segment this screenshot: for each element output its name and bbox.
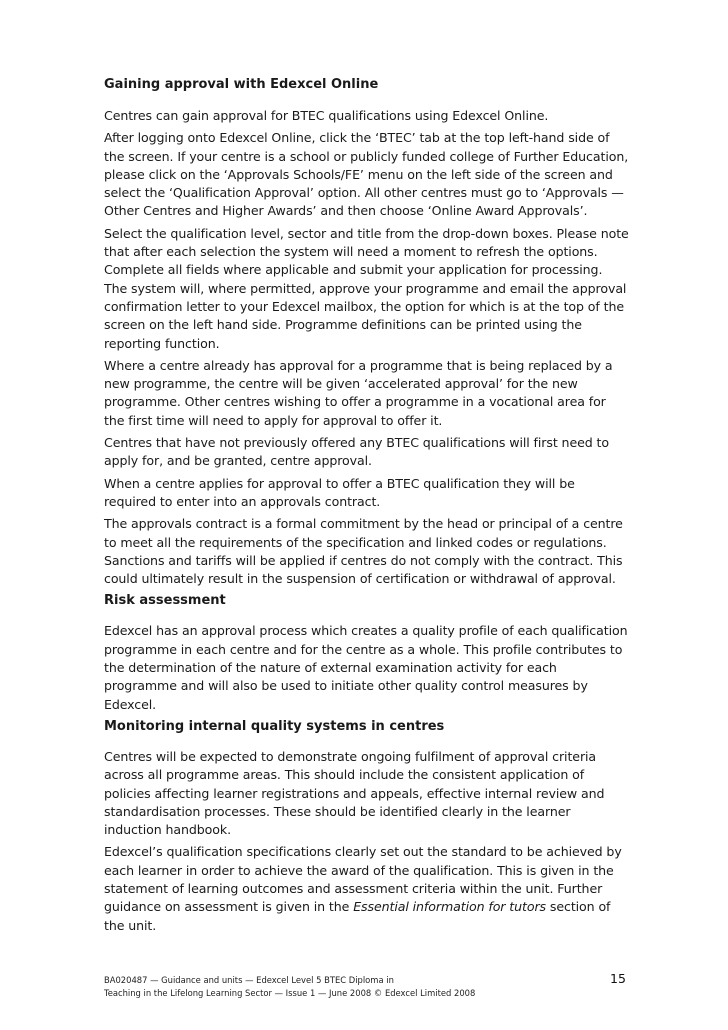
- paragraph: Centres can gain approval for BTEC qualifications using Edexcel Online.: [104, 108, 549, 123]
- page-footer: [104, 974, 629, 1000]
- page-number: 15: [610, 971, 626, 986]
- heading-risk-assessment: Risk assessment: [104, 593, 226, 609]
- footer-line-1: BA020487 — Guidance and units — Edexcel Level 5 BTEC Diploma in: [104, 975, 394, 985]
- paragraph-with-italic: [104, 843, 629, 934]
- page-content: [104, 76, 629, 939]
- paragraph: Centres will be expected to demonstrate ongoing fulfilment of approval criteria across all programme areas. This should include the consistent application of policies affecting learner registrations and appeals, effective internal review and standardisation processes. These should be identified clearly in the learner induction handbook.: [104, 748, 605, 838]
- paragraph: Edexcel has an approval process which creates a quality profile of each qualification programme in each centre and for the centre as a whole. This profile contributes to the determination of the nature of external examination activity for each programme and will also be used to initiate other quality control measures by Edexcel.: [104, 623, 628, 712]
- text-run: Edexcel’s qualification specifications clearly set out the standard to be achieved by each learner in order to achieve the award of the qualification. This is given in the statement of learning outcomes and assessment criteria within the unit. Further guidance on assessment is given in the: [104, 844, 622, 915]
- text-run: section of the unit.: [104, 899, 611, 933]
- heading-monitoring-quality: Monitoring internal quality systems in centres: [104, 718, 445, 734]
- italic-text-run: Essential information for tutors: [353, 899, 546, 915]
- paragraph: The approvals contract is a formal commitment by the head or principal of a centre to meet all the requirements of the specification and linked codes or regulations. Sanctions and tariffs will be applied if centres do not comply with the contract. This could ultimately result in the suspension of certification or withdrawal of approval.: [104, 516, 623, 587]
- paragraph: Where a centre already has approval for a programme that is being replaced by a new programme, the centre will be given ‘accelerated approval’ for the new programme. Other centres wishing to offer a programme in a vocational area for the first time will need to apply for approval to offer it.: [104, 357, 613, 428]
- paragraph: When a centre applies for approval to offer a BTEC qualification they will be required to enter into an approvals contract.: [104, 475, 575, 509]
- heading-gaining-approval: Gaining approval with Edexcel Online: [104, 77, 379, 92]
- paragraph: Select the qualification level, sector and title from the drop-down boxes. Please note that after each selection the system will need a moment to refresh the options. Complete all fields where applicable and submit your application for processing. The system will, where permitted, approve your programme and email the approval confirmation letter to your Edexcel mailbox, the option for which is at the top of the screen on the left hand side. Programme definitions can be printed using the reporting function.: [104, 225, 629, 351]
- footer-line-2: Teaching in the Lifelong Learning Sector — Issue 1 — June 2008 © Edexcel Limited 2008: [104, 988, 476, 998]
- paragraph: Centres that have not previously offered any BTEC qualifications will first need to apply for, and be granted, centre approval.: [104, 435, 609, 469]
- paragraph: After logging onto Edexcel Online, click the ‘BTEC’ tab at the top left-hand side of the screen. If your centre is a school or publicly funded college of Further Education, please click on the ‘Approvals Schools/FE’ menu on the left side of the screen and select the ‘Qualification Approval’ option. All other centres must go to ‘Approvals — Other Centres and Higher Awards’ and then choose ‘Online Award Approvals’.: [104, 130, 629, 219]
